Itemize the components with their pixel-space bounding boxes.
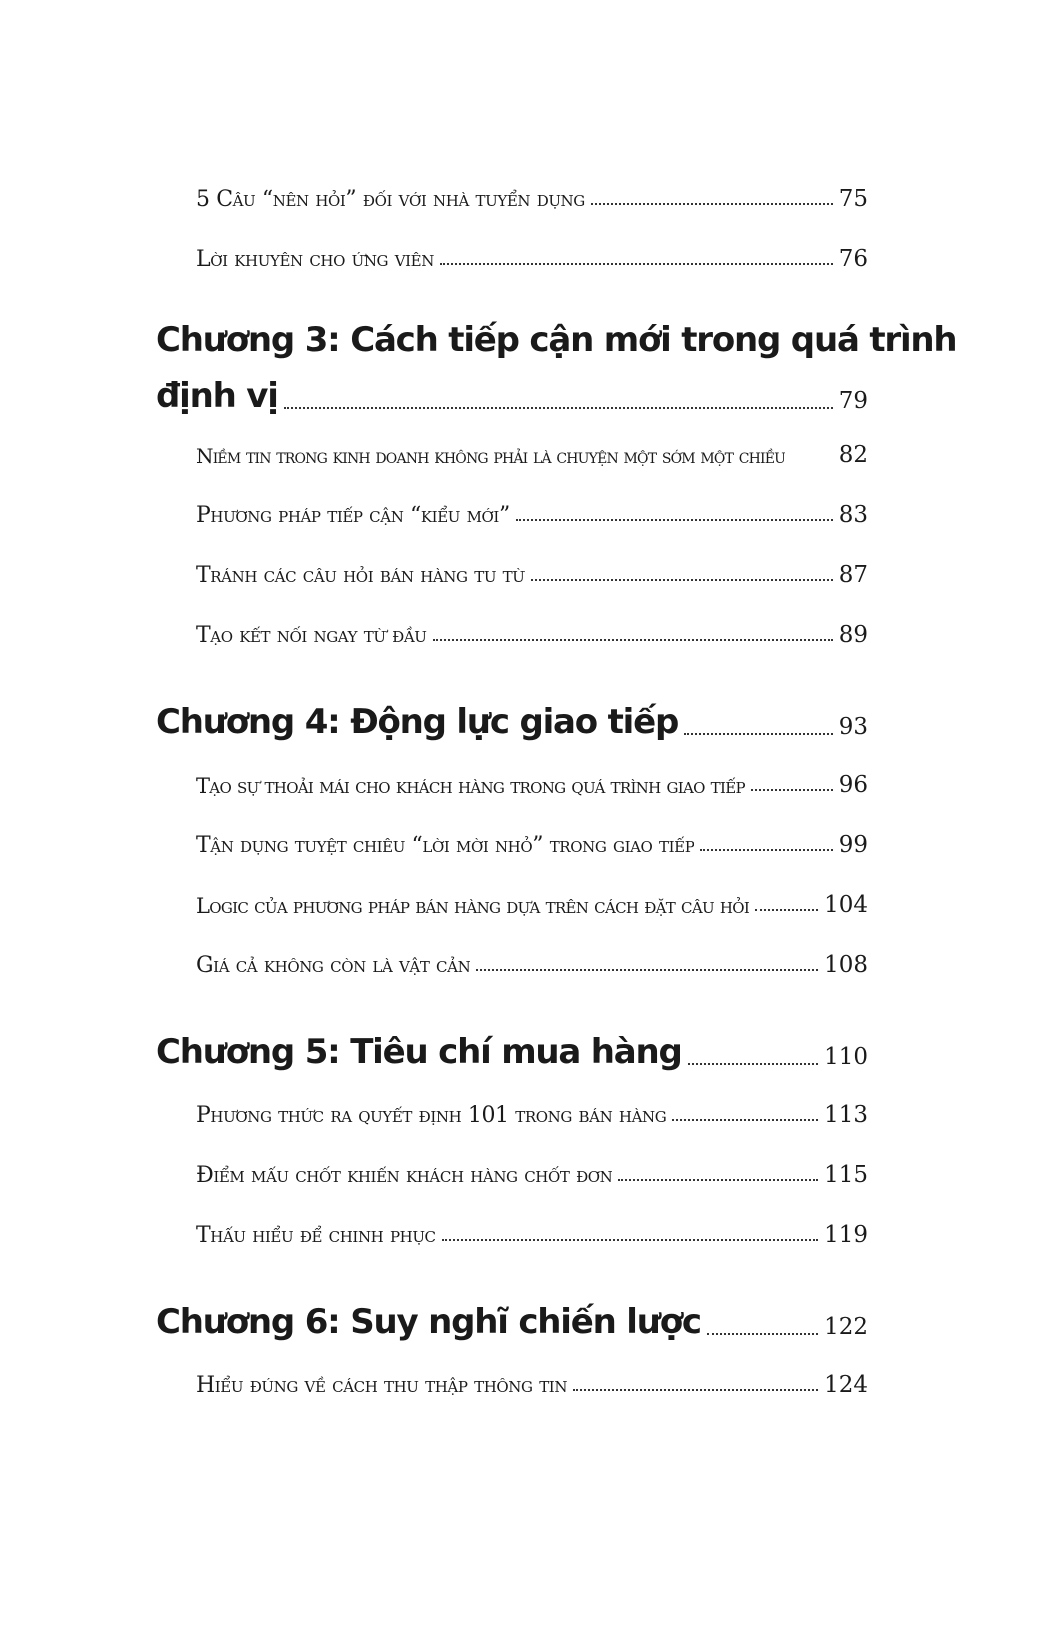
toc-entry[interactable] (196, 232, 868, 272)
dot-leader (531, 578, 833, 581)
chapter-page-number: 93 (838, 714, 868, 740)
dot-leader (476, 968, 818, 971)
toc-entry[interactable] (196, 1148, 868, 1188)
toc-entry-title: Niềm tin trong kinh doanh không phải là chuyện một sớm một chiều (196, 444, 786, 468)
toc-entry-page-number: 115 (824, 1162, 868, 1188)
dot-leader (573, 1388, 818, 1391)
toc-entry-page-number: 99 (838, 832, 868, 858)
toc-entry-title: Lời khuyên cho ứng viên (196, 247, 434, 272)
toc-entry-title: Tạo kết nối ngay từ đầu (196, 623, 427, 648)
toc-entry-page-number: 89 (838, 622, 868, 648)
toc-entry[interactable] (196, 1208, 868, 1248)
toc-entry[interactable] (196, 488, 868, 528)
chapter-page-number: 79 (838, 388, 868, 414)
toc-entry-page-number: 113 (824, 1102, 868, 1128)
chapter-5-heading[interactable] (156, 1020, 868, 1072)
toc-entry[interactable] (196, 172, 868, 212)
chapter-3-heading-line-1[interactable]: Chương 3: Cách tiếp cận mới trong quá trình (156, 320, 957, 360)
toc-entry-page-number: 104 (824, 892, 868, 918)
toc-entry-page-number: 87 (838, 562, 868, 588)
toc-entry[interactable] (196, 818, 868, 858)
toc-entry-page-number: 82 (838, 442, 868, 468)
toc-entry[interactable] (196, 548, 868, 588)
chapter-6-heading[interactable] (156, 1290, 868, 1342)
toc-entry-title: Tạo sự thoải mái cho khách hàng trong quá trình giao tiếp (196, 774, 745, 798)
dot-leader (442, 1238, 818, 1241)
dot-leader (618, 1178, 818, 1181)
dot-leader (791, 458, 833, 461)
dot-leader (284, 406, 833, 409)
dot-leader (440, 262, 833, 265)
dot-leader (751, 788, 833, 791)
toc-entry-page-number: 124 (824, 1372, 868, 1398)
dot-leader (516, 518, 833, 521)
chapter-title: Chương 5: Tiêu chí mua hàng (156, 1032, 682, 1072)
toc-entry-title: Phương thức ra quyết định 101 trong bán hàng (196, 1103, 667, 1128)
toc-entry[interactable] (196, 1358, 868, 1398)
chapter-title: Chương 4: Động lực giao tiếp (156, 702, 679, 742)
chapter-page-number: 122 (824, 1314, 868, 1340)
toc-entry-title: 5 Câu “nên hỏi” đối với nhà tuyển dụng (196, 187, 585, 212)
toc-entry-page-number: 96 (838, 772, 868, 798)
toc-entry-title: Hiểu đúng về cách thu thập thông tin (196, 1373, 568, 1398)
dot-leader (672, 1118, 818, 1121)
dot-leader (755, 908, 818, 911)
toc-entry-page-number: 83 (838, 502, 868, 528)
dot-leader (707, 1332, 818, 1335)
chapter-3-heading[interactable] (156, 364, 868, 416)
toc-entry-title: Điểm mấu chốt khiến khách hàng chốt đơn (196, 1163, 613, 1188)
toc-entry-page-number: 119 (824, 1222, 868, 1248)
toc-entry[interactable] (196, 608, 868, 648)
dot-leader (433, 638, 833, 641)
dot-leader (591, 202, 833, 205)
toc-entry[interactable] (196, 428, 868, 468)
toc-entry-page-number: 108 (824, 952, 868, 978)
toc-entry-title: Phương pháp tiếp cận “kiểu mới” (196, 503, 510, 528)
toc-entry[interactable] (196, 938, 868, 978)
chapter-page-number: 110 (824, 1044, 868, 1070)
toc-entry-page-number: 75 (838, 186, 868, 212)
toc-entry[interactable] (196, 1088, 868, 1128)
toc-entry-title: Logic của phương pháp bán hàng dựa trên cách đặt câu hỏi (196, 894, 750, 918)
chapter-3-heading-line-2: định vị (156, 376, 278, 416)
dot-leader (700, 848, 832, 851)
toc-entry-page-number: 76 (838, 246, 868, 272)
toc-entry-title: Tránh các câu hỏi bán hàng tu từ (196, 563, 525, 588)
toc-entry[interactable] (196, 758, 868, 798)
chapter-4-heading[interactable] (156, 690, 868, 742)
toc-entry[interactable] (196, 878, 868, 918)
chapter-title: Chương 6: Suy nghĩ chiến lược (156, 1302, 701, 1342)
dot-leader (684, 732, 833, 735)
toc-entry-title: Thấu hiểu để chinh phục (196, 1223, 436, 1248)
toc-entry-title: Giá cả không còn là vật cản (196, 953, 471, 978)
dot-leader (688, 1062, 818, 1065)
toc-entry-title: Tận dụng tuyệt chiêu “lời mời nhỏ” trong giao tiếp (196, 833, 695, 858)
